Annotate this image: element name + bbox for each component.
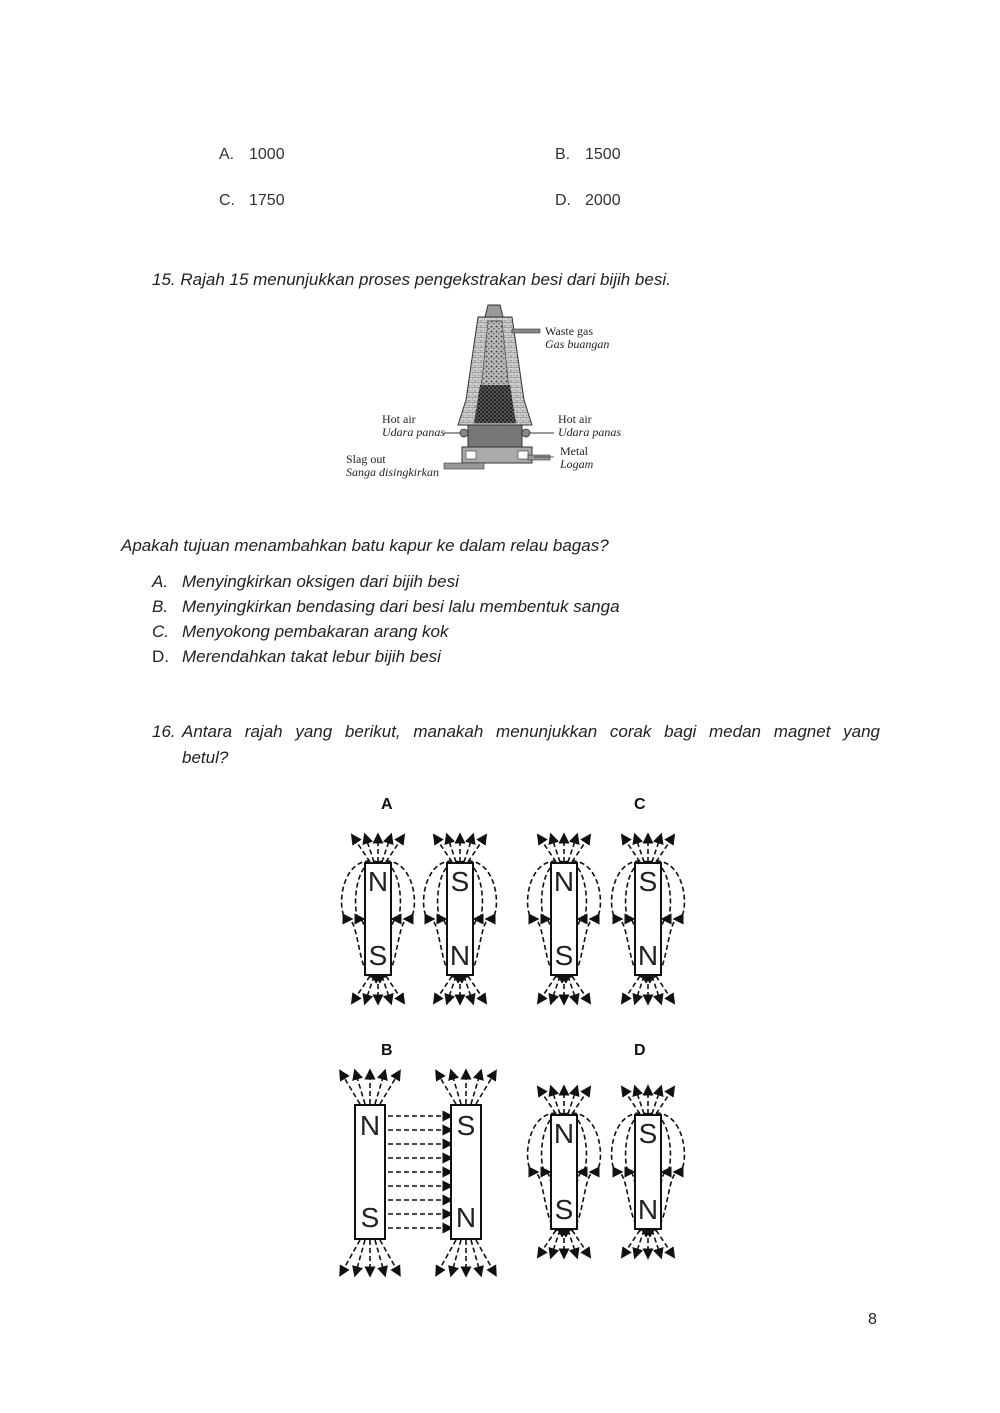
fig-d-m1-ray-top bbox=[540, 1090, 556, 1114]
q15-option-c: C. Menyokong pembakaran arang kok bbox=[152, 622, 449, 641]
pole-label: N bbox=[359, 1110, 381, 1141]
fig-d-m1-ray-bottom bbox=[572, 1230, 588, 1254]
fig-a-m2-ray-bottom bbox=[468, 976, 484, 1000]
q15-option-a: A. Menyingkirkan oksigen dari bijih besi bbox=[152, 572, 459, 591]
fig-a-m1-ray-bottom bbox=[386, 976, 402, 1000]
figure-label-c: C bbox=[634, 796, 646, 813]
fig-c-m1-ray-bottom bbox=[572, 976, 588, 1000]
fig-c-m1-ray-top bbox=[540, 838, 556, 862]
figure-label-a: A bbox=[381, 796, 393, 813]
label-metal: Metal Logam bbox=[560, 444, 594, 471]
label-hot-air-right: Hot air Udara panas bbox=[558, 412, 622, 439]
figure-c-magnet2 bbox=[634, 862, 662, 976]
fig-a-m1-ray-top bbox=[354, 838, 370, 862]
fig-b-ray-bottom bbox=[471, 1240, 480, 1272]
pole-label: N bbox=[637, 1194, 659, 1225]
figure-b-magnet2 bbox=[450, 1104, 482, 1240]
fig-c-m1-ray-bottom bbox=[540, 976, 556, 1000]
figure-a-magnet1 bbox=[364, 862, 392, 976]
figure-a-magnet2 bbox=[446, 862, 474, 976]
fig-b-ray-top bbox=[375, 1074, 384, 1104]
fig-b-ray-top bbox=[471, 1074, 480, 1104]
fig-b-ray-top bbox=[452, 1074, 461, 1104]
fig-a-m1-ray-top bbox=[386, 838, 402, 862]
label-hot-air-left: Hot air Udara panas bbox=[382, 412, 446, 439]
figure-label-d: D bbox=[634, 1042, 646, 1059]
fig-a-m2-ray-top bbox=[468, 838, 484, 862]
pole-label: N bbox=[455, 1202, 477, 1233]
fig-a-m2-ray-top bbox=[436, 838, 452, 862]
figure-c-magnet1 bbox=[550, 862, 578, 976]
q16-prompt: 16. Antara rajah yang berikut, manakah menunjukkan corak bagi medan magnet yang betul? bbox=[152, 722, 880, 767]
pole-label: N bbox=[367, 866, 389, 897]
pole-label: S bbox=[554, 1194, 574, 1225]
fig-b-ray-bottom bbox=[452, 1240, 461, 1272]
figure-d-magnet2 bbox=[634, 1114, 662, 1230]
q15-option-b: B. Menyingkirkan bendasing dari besi lalu membentuk sanga bbox=[152, 597, 620, 616]
option-b-prev: B. 1500 bbox=[555, 146, 621, 163]
fig-c-m2-ray-top bbox=[656, 838, 672, 862]
pole-label: S bbox=[368, 940, 388, 971]
pole-label: N bbox=[637, 940, 659, 971]
page-number: 8 bbox=[868, 1311, 877, 1328]
q15-question: Apakah tujuan menambahkan batu kapur ke dalam relau bagas? bbox=[121, 536, 609, 555]
pole-label: N bbox=[449, 940, 471, 971]
q15-option-d: D. Merendahkan takat lebur bijih besi bbox=[152, 647, 441, 666]
pole-label: S bbox=[554, 940, 574, 971]
option-a-prev: A. 1000 bbox=[219, 146, 285, 163]
pole-label: S bbox=[360, 1202, 380, 1233]
fig-c-m2-ray-bottom bbox=[624, 976, 640, 1000]
pole-label: N bbox=[553, 1118, 575, 1149]
label-waste-gas: Waste gas Gas buangan bbox=[545, 324, 610, 351]
fig-c-m1-ray-top bbox=[572, 838, 588, 862]
pole-label: S bbox=[450, 866, 470, 897]
fig-d-m2-ray-bottom bbox=[624, 1230, 640, 1254]
fig-a-m1-ray-bottom bbox=[354, 976, 370, 1000]
figure-b-magnet1 bbox=[354, 1104, 386, 1240]
fig-d-m2-ray-bottom bbox=[656, 1230, 672, 1254]
pole-label: N bbox=[553, 866, 575, 897]
fig-b-ray-top bbox=[356, 1074, 365, 1104]
figure-label-b: B bbox=[381, 1042, 393, 1059]
q15-prompt: 15. Rajah 15 menunjukkan proses pengekstrakan besi dari bijih besi. bbox=[152, 270, 671, 289]
fig-b-ray-bottom bbox=[356, 1240, 365, 1272]
fig-d-m1-ray-top bbox=[572, 1090, 588, 1114]
fig-d-m2-ray-top bbox=[624, 1090, 640, 1114]
label-slag-out: Slag out Sanga disingkirkan bbox=[346, 452, 439, 479]
option-d-prev: D. 2000 bbox=[555, 192, 621, 209]
fig-c-m2-ray-bottom bbox=[656, 976, 672, 1000]
fig-b-ray-bottom bbox=[375, 1240, 384, 1272]
fig-d-m2-ray-top bbox=[656, 1090, 672, 1114]
fig-c-m2-ray-top bbox=[624, 838, 640, 862]
pole-label: S bbox=[638, 1118, 658, 1149]
option-c-prev: C. 1750 bbox=[219, 192, 285, 209]
figure-d-magnet1 bbox=[550, 1114, 578, 1230]
fig-a-m2-ray-bottom bbox=[436, 976, 452, 1000]
pole-label: S bbox=[638, 866, 658, 897]
fig-d-m1-ray-bottom bbox=[540, 1230, 556, 1254]
pole-label: S bbox=[456, 1110, 476, 1141]
